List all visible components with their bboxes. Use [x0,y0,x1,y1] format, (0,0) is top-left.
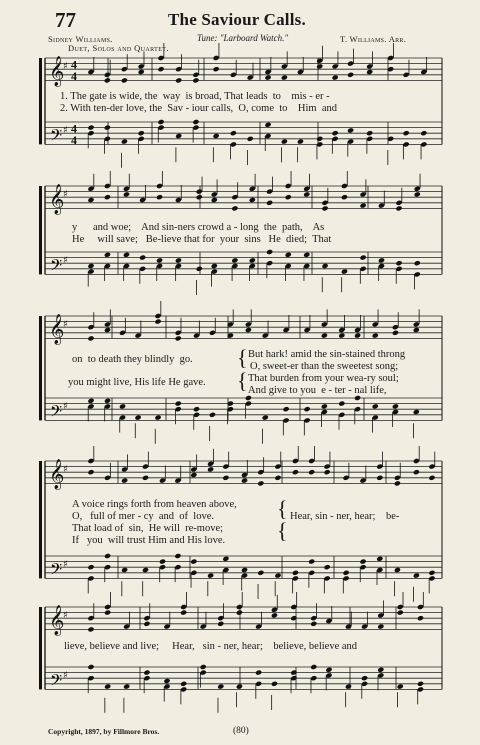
note-head [192,119,199,125]
note-head [236,610,243,616]
key-signature-sharp-icon: ♯ [63,319,68,331]
note-head [87,626,94,632]
note-head [360,255,367,261]
note-head [236,684,243,690]
note-head [310,621,317,627]
note-head [274,475,281,481]
note-head [308,559,315,565]
note-head [264,122,271,128]
lyric-line: Hear, sin - ner, hear; be- [290,511,400,522]
note-head [324,564,331,570]
note-head [142,475,149,481]
note-head [304,406,311,412]
note-head [303,252,310,258]
brace-glyph: { [237,345,248,370]
note-head [180,681,187,687]
note-head [175,257,182,263]
note-head [138,69,145,75]
performance-note: Duet, Solos and Quartet. [68,43,169,53]
note-head [211,263,218,269]
note-head [347,127,354,133]
note-head [420,130,427,136]
note-head [266,249,273,255]
note-head [213,66,220,72]
note-head [413,573,420,579]
note-head [413,409,420,415]
note-head [321,403,328,409]
note-head [87,197,94,203]
treble-clef-icon: 𝄞 [49,314,65,345]
note-head [104,610,111,616]
lyric-line: If you will trust Him and His love. [72,535,226,546]
note-head [257,570,264,576]
note-head [196,266,203,272]
note-head [231,205,238,211]
note-head [87,564,94,570]
treble-clef-icon: 𝄞 [49,56,65,87]
note-head [247,136,254,142]
arranger-credit: T. Williams. Arr. [340,34,407,44]
note-head [372,403,379,409]
hymn-title: The Saviour Calls. [168,10,306,29]
note-head [213,133,220,139]
note-head [310,664,317,670]
system-bracket [39,607,42,689]
note-head [325,667,332,673]
note-head [121,478,128,484]
note-head [217,621,224,627]
note-head [297,139,304,145]
note-head [397,684,404,690]
note-head [414,191,421,197]
note-head [104,252,111,258]
note-head [104,77,111,83]
note-head [175,133,182,139]
lyric-line: He will save; Be-lieve that for your sins He died; That [72,234,332,245]
note-head [392,330,399,336]
note-head [394,480,401,486]
note-head [156,257,163,263]
note-head [104,553,111,559]
brace-glyph: { [277,518,288,543]
note-head [193,406,200,412]
note-head [196,194,203,200]
note-head [154,319,161,325]
brace-glyph: { [237,368,248,393]
note-head [343,570,350,576]
note-head [303,191,310,197]
lyric-line: O, sweet-er than the sweetest song; [250,361,399,372]
note-head [249,257,256,263]
note-head [104,398,111,404]
note-head [366,130,373,136]
note-head [359,559,366,565]
note-head [217,684,224,690]
note-head [245,327,252,333]
note-head [174,553,181,559]
lyric-line: A voice rings forth from heaven above, [72,499,237,510]
note-head [209,412,216,418]
note-head [266,200,273,206]
copyright-notice: Copyright, 1897, by Fillmore Bros. [48,727,160,736]
note-head [324,469,331,475]
note-head [372,333,379,339]
brace-glyph: { [277,496,288,521]
note-head [154,415,161,421]
note-head [241,567,248,573]
lyric-line: 1. The gate is wide, the way is broad, That leads to mis - er - [60,91,330,102]
note-head [121,77,128,83]
note-head [104,194,111,200]
lyric-line: lieve, believe and live; Hear, sin - ner, hear; believe, believe and [64,641,358,652]
note-head [413,469,420,475]
note-head [121,567,128,573]
note-head [190,559,197,565]
note-head [211,197,218,203]
note-head [138,130,145,136]
lyric-line: And give to you e - ter - nal life, [248,385,387,396]
note-head [262,415,269,421]
note-head [413,327,420,333]
note-head [361,675,368,681]
note-head [180,610,187,616]
treble-clef-icon: 𝄞 [49,184,65,215]
note-head [156,194,163,200]
note-head [175,335,182,341]
note-head [87,125,94,131]
note-head [87,398,94,404]
note-head [230,130,237,136]
system-bracket [39,316,42,420]
system-bracket [39,461,42,578]
note-head [163,678,170,684]
note-head [119,403,126,409]
bass-clef-icon: 𝄢 [50,671,63,694]
note-head [274,573,281,579]
note-head [428,570,435,576]
note-head [338,333,345,339]
note-head [403,130,410,136]
note-head [123,252,130,258]
note-head [321,205,328,211]
note-head [104,125,111,131]
system-bracket [39,186,42,274]
lyric-line: y and woe; And sin-ners crowd a - long the path, As [72,222,325,233]
note-head [347,72,354,78]
bass-clef-icon: 𝄢 [50,560,63,583]
lyric-line: on to death they blindly go. [72,354,193,365]
note-head [222,556,229,562]
note-head [283,406,290,412]
note-head [292,570,299,576]
key-signature-sharp-icon: ♯ [63,401,68,413]
tune-name: Tune: "Larboard Watch." [197,33,289,43]
note-head [285,194,292,200]
note-head [142,567,149,573]
note-head [397,610,404,616]
note-head [159,559,166,565]
note-head [395,260,402,266]
lyric-line: But hark! amid the sin-stained throng [248,349,406,360]
note-head [332,130,339,136]
lyric-line: That load of sin, He will re-move; [72,523,224,534]
bass-clef-icon: 𝄢 [50,402,63,425]
note-head [87,469,94,475]
note-head [316,136,323,142]
note-head [338,401,345,407]
note-head [157,119,164,125]
note-head [139,255,146,261]
note-head [414,260,421,266]
note-head [378,257,385,263]
key-signature-sharp-icon: ♯ [63,610,68,622]
bass-clef-icon: 𝄢 [50,256,63,279]
note-head [271,681,278,687]
note-head [190,472,197,478]
note-head [341,269,348,275]
time-signature: 4 [71,57,77,72]
treble-clef-icon: 𝄞 [49,459,65,490]
key-signature-sharp-icon: ♯ [63,464,68,476]
note-head [292,469,299,475]
note-head [264,75,271,81]
note-head [308,469,315,475]
note-head [394,567,401,573]
note-head [104,684,111,690]
lyric-line: you might live, His life He gave. [68,377,206,388]
time-signature: 4 [71,68,77,83]
note-head [281,139,288,145]
note-head [316,63,323,69]
hymn-number: 77 [55,8,76,32]
note-head [345,684,352,690]
page-number: (80) [233,726,249,736]
author-credit: Sidney Williams. [48,34,113,44]
note-head [175,401,182,407]
note-head [104,327,111,333]
note-head [376,556,383,562]
note-head [123,684,130,690]
note-head [87,664,94,670]
note-head [222,475,229,481]
note-head [175,77,182,83]
note-head [143,621,150,627]
note-head [281,75,288,81]
lyric-line: O, full of mer - cy and of love. [72,511,215,522]
note-head [395,205,402,211]
time-signature: 4 [71,121,77,136]
note-head [321,263,328,269]
note-head [255,670,262,676]
note-head [87,263,94,269]
note-head [377,624,384,630]
note-head [392,403,399,409]
note-head [134,415,141,421]
note-head [366,69,373,75]
bass-clef-icon: 𝄢 [50,126,63,149]
system-bracket [39,58,42,144]
key-signature-sharp-icon: ♯ [63,559,68,571]
key-signature-sharp-icon: ♯ [63,255,68,267]
note-head [207,573,214,579]
note-head [241,478,248,484]
note-head [87,335,94,341]
key-signature-sharp-icon: ♯ [63,670,68,682]
note-head [157,66,164,72]
lyric-line: That burden from your wea-ry soul; [248,373,399,384]
note-head [192,77,199,83]
note-head [341,194,348,200]
note-head [285,252,292,258]
key-signature-sharp-icon: ♯ [63,189,68,201]
note-head [143,670,150,676]
note-head [417,681,424,687]
note-head [200,664,207,670]
note-head [428,475,435,481]
note-head [377,667,384,673]
note-head [376,475,383,481]
note-head [360,203,367,209]
note-head [271,612,278,618]
note-head [321,333,328,339]
note-head [231,257,238,263]
note-head [249,197,256,203]
treble-clef-icon: 𝄞 [49,605,65,636]
time-signature: 4 [71,132,77,147]
note-head [332,75,339,81]
note-head [123,191,130,197]
key-signature-sharp-icon: ♯ [63,125,68,137]
lyric-line: 2. With ten-der love, the Sav - iour calls, O, come to Him and [60,103,337,114]
key-signature-sharp-icon: ♯ [63,61,68,73]
note-head [354,333,361,339]
note-head [257,480,264,486]
note-head [121,139,128,145]
note-head [207,466,214,472]
note-head [417,615,424,621]
